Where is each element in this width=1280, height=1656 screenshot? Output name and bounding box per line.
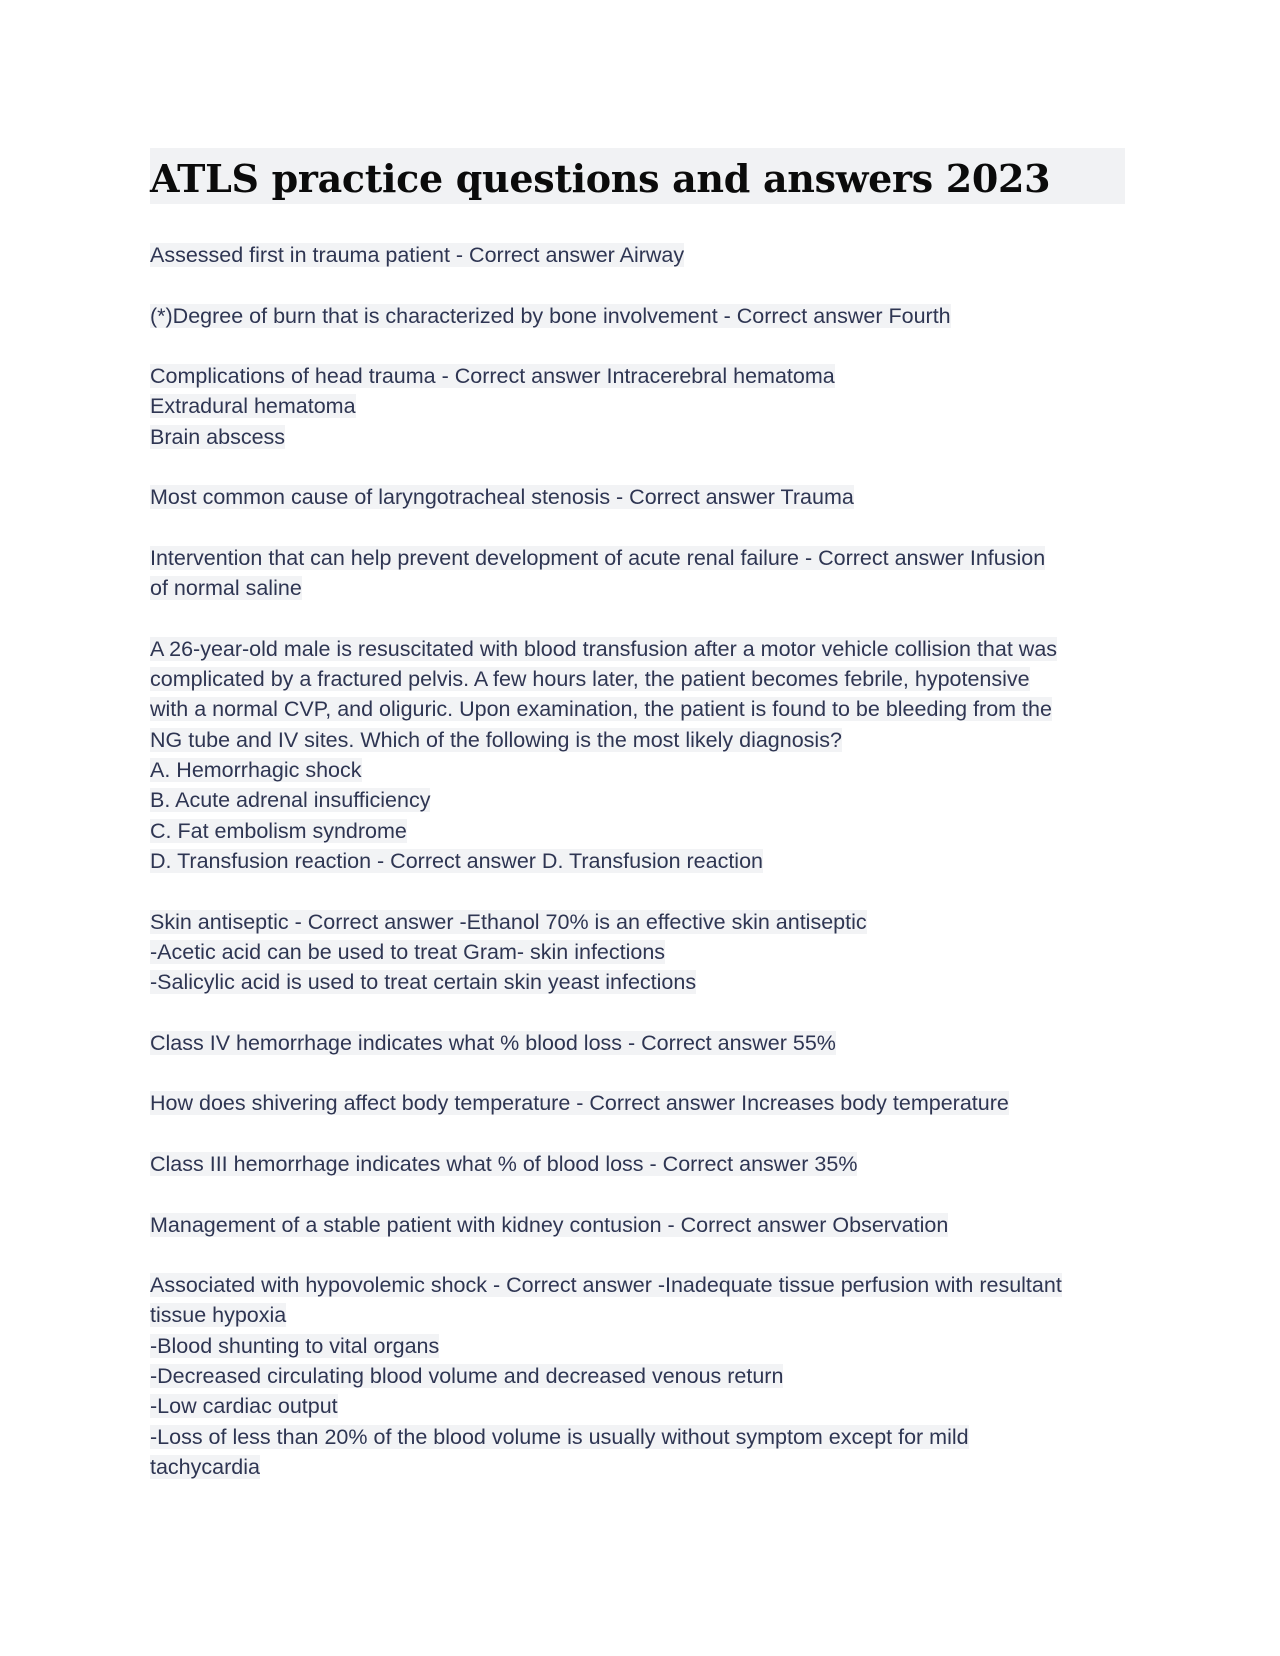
- qa-line-text: Class III hemorrhage indicates what % of blood loss - Correct answer 35%: [150, 1151, 858, 1176]
- qa-line: [150, 361, 1125, 391]
- qa-line: [150, 422, 1125, 452]
- qa-line: [150, 482, 1125, 512]
- qa-line: [150, 301, 1125, 331]
- qa-line-text: -Decreased circulating blood volume and decreased venous return: [150, 1363, 784, 1388]
- qa-line-text: -Low cardiac output: [150, 1394, 338, 1419]
- qa-line: [150, 907, 1125, 937]
- qa-line-text: tissue hypoxia: [150, 1303, 287, 1328]
- qa-line-text: A. Hemorrhagic shock: [150, 758, 362, 783]
- qa-line-text: Intervention that can help prevent development of acute renal failure - Correct answer Infusion: [150, 545, 1046, 570]
- qa-block: [150, 907, 1125, 998]
- qa-line-text: (*)Degree of burn that is characterized by bone involvement - Correct answer Fourth: [150, 303, 951, 328]
- qa-block: [150, 543, 1125, 604]
- qa-line: [150, 967, 1125, 997]
- qa-line: [150, 573, 1125, 603]
- qa-line-text: Most common cause of laryngotracheal stenosis - Correct answer Trauma: [150, 485, 854, 510]
- qa-line-text: Associated with hypovolemic shock - Correct answer -Inadequate tissue perfusion with resultant: [150, 1273, 1062, 1298]
- document-page: [150, 148, 1125, 1512]
- qa-line: [150, 846, 1125, 876]
- qa-line-text: tachycardia: [150, 1454, 260, 1479]
- qa-line: [150, 755, 1125, 785]
- qa-line-text: -Salicylic acid is used to treat certain skin yeast infections: [150, 970, 697, 995]
- qa-block: [150, 240, 1125, 270]
- qa-block: [150, 1028, 1125, 1058]
- qa-block: [150, 301, 1125, 331]
- qa-line: [150, 1088, 1125, 1118]
- qa-line-text: Management of a stable patient with kidney contusion - Correct answer Observation: [150, 1212, 949, 1237]
- qa-block: [150, 1149, 1125, 1179]
- qa-block: [150, 1270, 1125, 1482]
- qa-line-text: Brain abscess: [150, 424, 286, 449]
- qa-line: [150, 1149, 1125, 1179]
- qa-line-text: A 26-year-old male is resuscitated with blood transfusion after a motor vehicle collision that was: [150, 636, 1058, 661]
- qa-line-text: of normal saline: [150, 576, 302, 601]
- qa-line: [150, 1361, 1125, 1391]
- qa-line: [150, 1331, 1125, 1361]
- qa-line-text: Assessed first in trauma patient - Correct answer Airway: [150, 243, 685, 267]
- qa-block: [150, 1210, 1125, 1240]
- qa-block: [150, 634, 1125, 876]
- qa-line: [150, 1300, 1125, 1330]
- qa-line-text: B. Acute adrenal insufficiency: [150, 788, 431, 813]
- qa-line: [150, 634, 1125, 664]
- qa-line-text: D. Transfusion reaction - Correct answer D. Transfusion reaction: [150, 848, 764, 873]
- qa-block: [150, 361, 1125, 452]
- qa-line-text: C. Fat embolism syndrome: [150, 818, 407, 843]
- qa-line: [150, 1210, 1125, 1240]
- qa-line: [150, 1270, 1125, 1300]
- qa-line-text: Extradural hematoma: [150, 394, 356, 419]
- qa-line-text: with a normal CVP, and oliguric. Upon examination, the patient is found to be bleeding from the: [150, 697, 1052, 722]
- document-title: ATLS practice questions and answers 2023: [150, 156, 1051, 201]
- qa-line: [150, 1391, 1125, 1421]
- qa-content: [150, 240, 1125, 1482]
- qa-line-text: -Loss of less than 20% of the blood volume is usually without symptom except for mild: [150, 1424, 969, 1449]
- qa-line-text: NG tube and IV sites. Which of the following is the most likely diagnosis?: [150, 727, 842, 752]
- qa-line: [150, 391, 1125, 421]
- qa-line: [150, 937, 1125, 967]
- qa-line: [150, 725, 1125, 755]
- qa-line: [150, 1422, 1125, 1452]
- qa-block: [150, 482, 1125, 512]
- qa-line: [150, 694, 1125, 724]
- qa-line-text: -Acetic acid can be used to treat Gram- skin infections: [150, 939, 666, 964]
- qa-line-text: Skin antiseptic - Correct answer -Ethanol 70% is an effective skin antiseptic: [150, 909, 867, 934]
- qa-line-text: -Blood shunting to vital organs: [150, 1333, 440, 1358]
- qa-line: [150, 543, 1125, 573]
- qa-line-text: Class IV hemorrhage indicates what % blood loss - Correct answer 55%: [150, 1030, 836, 1055]
- qa-line-text: How does shivering affect body temperature - Correct answer Increases body temperature: [150, 1091, 1009, 1116]
- qa-line: [150, 1452, 1125, 1482]
- qa-line: [150, 1028, 1125, 1058]
- qa-line: [150, 816, 1125, 846]
- qa-block: [150, 1088, 1125, 1118]
- qa-line-text: Complications of head trauma - Correct answer Intracerebral hematoma: [150, 364, 835, 389]
- qa-line: [150, 664, 1125, 694]
- qa-line: [150, 240, 1125, 270]
- title-highlight: [150, 148, 1125, 204]
- qa-line: [150, 785, 1125, 815]
- qa-line-text: complicated by a fractured pelvis. A few hours later, the patient becomes febrile, hypotensive: [150, 667, 1030, 692]
